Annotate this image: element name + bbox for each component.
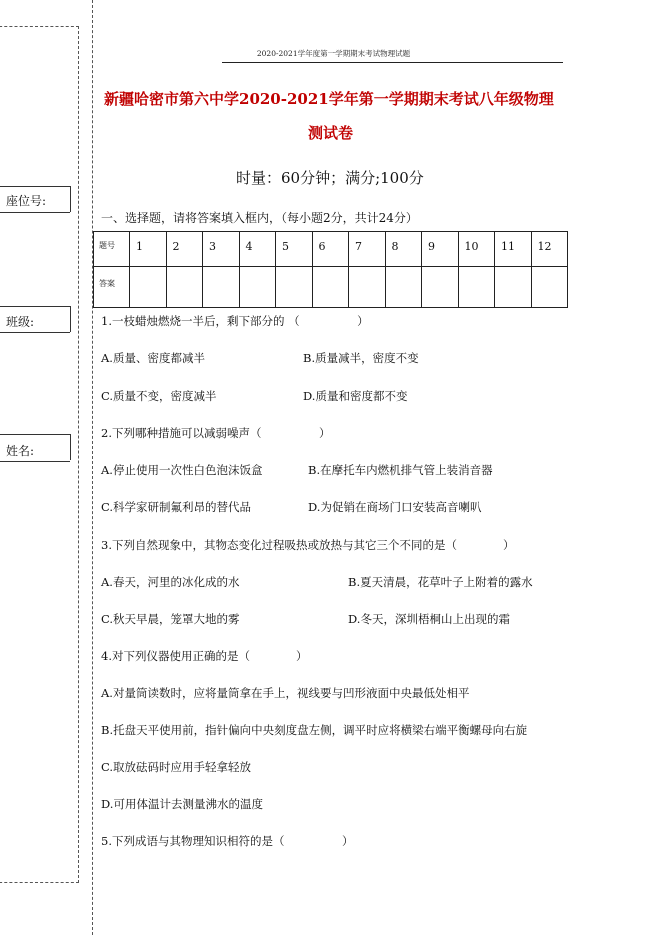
answer-cell[interactable] bbox=[349, 267, 386, 308]
time-and-score: 时量：60分钟；满分;100分 bbox=[236, 169, 424, 187]
name-line-bottom bbox=[0, 461, 70, 462]
question-2-option-b: B.在摩托车内燃机排气管上装消音器 bbox=[308, 463, 493, 477]
question-number-cell: 8 bbox=[385, 232, 422, 267]
row-label-number: 题号 bbox=[94, 232, 130, 267]
question-number-row bbox=[94, 232, 568, 267]
question-1-option-b: B.质量减半，密度不变 bbox=[303, 351, 419, 365]
answer-cell[interactable] bbox=[495, 267, 532, 308]
question-2-option-d: D.为促销在商场门口安装高音喇叭 bbox=[308, 500, 482, 514]
answer-cell[interactable] bbox=[276, 267, 313, 308]
page-header: 2020-2021学年度第一学期期末考试物理试题 bbox=[256, 49, 411, 58]
seat-number-label: 座位号: bbox=[6, 194, 47, 208]
class-line-bottom bbox=[0, 332, 70, 333]
question-4-option-b: B.托盘天平使用前，指针偏向中央刻度盘左侧，调平时应将横梁右端平衡螺母向右旋 bbox=[101, 723, 528, 737]
section-heading: 一、选择题，请将答案填入框内，（每小题2分，共计24分） bbox=[101, 211, 418, 225]
class-line-top bbox=[0, 306, 70, 307]
answer-cell[interactable] bbox=[531, 267, 568, 308]
question-3-option-c: C.秋天早晨，笼罩大地的雾 bbox=[101, 612, 240, 626]
seat-number-line-bottom bbox=[0, 212, 70, 213]
question-2-stem: 2.下列哪种措施可以减弱噪声（ ） bbox=[101, 426, 331, 440]
name-label: 姓名: bbox=[6, 444, 35, 458]
seat-number-line-top bbox=[0, 186, 70, 187]
question-1-option-a: A.质量、密度都减半 bbox=[101, 351, 205, 365]
answer-cell[interactable] bbox=[385, 267, 422, 308]
name-field[interactable] bbox=[70, 434, 71, 460]
question-number-cell: 10 bbox=[458, 232, 495, 267]
class-field[interactable] bbox=[70, 306, 71, 332]
question-3-option-b: B.夏天清晨，花草叶子上附着的露水 bbox=[348, 575, 533, 589]
question-number-cell: 11 bbox=[495, 232, 532, 267]
answer-cell[interactable] bbox=[458, 267, 495, 308]
name-line-top bbox=[0, 434, 70, 435]
class-label: 班级: bbox=[6, 315, 35, 329]
answer-cell[interactable] bbox=[422, 267, 459, 308]
question-number-cell: 12 bbox=[531, 232, 568, 267]
question-4-option-a: A.对量筒读数时，应将量筒拿在手上，视线要与凹形液面中央最低处相平 bbox=[101, 686, 470, 700]
question-5-stem: 5.下列成语与其物理知识相符的是（ ） bbox=[101, 834, 354, 848]
question-4-stem: 4.对下列仪器使用正确的是（ ） bbox=[101, 649, 308, 663]
answer-cell[interactable] bbox=[130, 267, 167, 308]
answer-cell[interactable] bbox=[312, 267, 349, 308]
question-number-cell: 7 bbox=[349, 232, 386, 267]
answer-table bbox=[93, 231, 568, 308]
answer-cell[interactable] bbox=[166, 267, 203, 308]
answer-cell[interactable] bbox=[239, 267, 276, 308]
question-number-cell: 4 bbox=[239, 232, 276, 267]
exam-title-line1: 新疆哈密市第六中学2020-2021学年第一学期期末考试八年级物理 bbox=[104, 90, 554, 108]
question-1-option-c: C.质量不变，密度减半 bbox=[101, 389, 217, 403]
question-3-stem: 3.下列自然现象中，其物态变化过程吸热或放热与其它三个不同的是（ ） bbox=[101, 538, 515, 552]
answer-cell[interactable] bbox=[203, 267, 240, 308]
question-3-option-d: D.冬天，深圳梧桐山上出现的霜 bbox=[348, 612, 510, 626]
header-rule bbox=[222, 62, 563, 63]
question-number-cell: 6 bbox=[312, 232, 349, 267]
question-2-option-a: A.停止使用一次性白色泡沫饭盒 bbox=[101, 463, 263, 477]
question-3-option-a: A.春天，河里的冰化成的水 bbox=[101, 575, 240, 589]
question-number-cell: 5 bbox=[276, 232, 313, 267]
question-1-option-d: D.质量和密度都不变 bbox=[303, 389, 408, 403]
question-2-option-c: C.科学家研制氟利昂的替代品 bbox=[101, 500, 252, 514]
answer-row bbox=[94, 267, 568, 308]
seat-number-field[interactable] bbox=[70, 186, 71, 212]
question-4-option-c: C.取放砝码时应用手轻拿轻放 bbox=[101, 760, 252, 774]
binding-dashed-line bbox=[92, 0, 93, 935]
row-label-answer: 答案 bbox=[94, 267, 130, 308]
exam-title-line2: 测试卷 bbox=[308, 124, 354, 142]
question-number-cell: 2 bbox=[166, 232, 203, 267]
question-number-cell: 9 bbox=[422, 232, 459, 267]
question-number-cell: 3 bbox=[203, 232, 240, 267]
question-4-option-d: D.可用体温计去测量沸水的温度 bbox=[101, 797, 263, 811]
question-1-stem: 1.一枝蜡烛燃烧一半后，剩下部分的 （ ） bbox=[101, 314, 369, 328]
question-number-cell: 1 bbox=[130, 232, 167, 267]
